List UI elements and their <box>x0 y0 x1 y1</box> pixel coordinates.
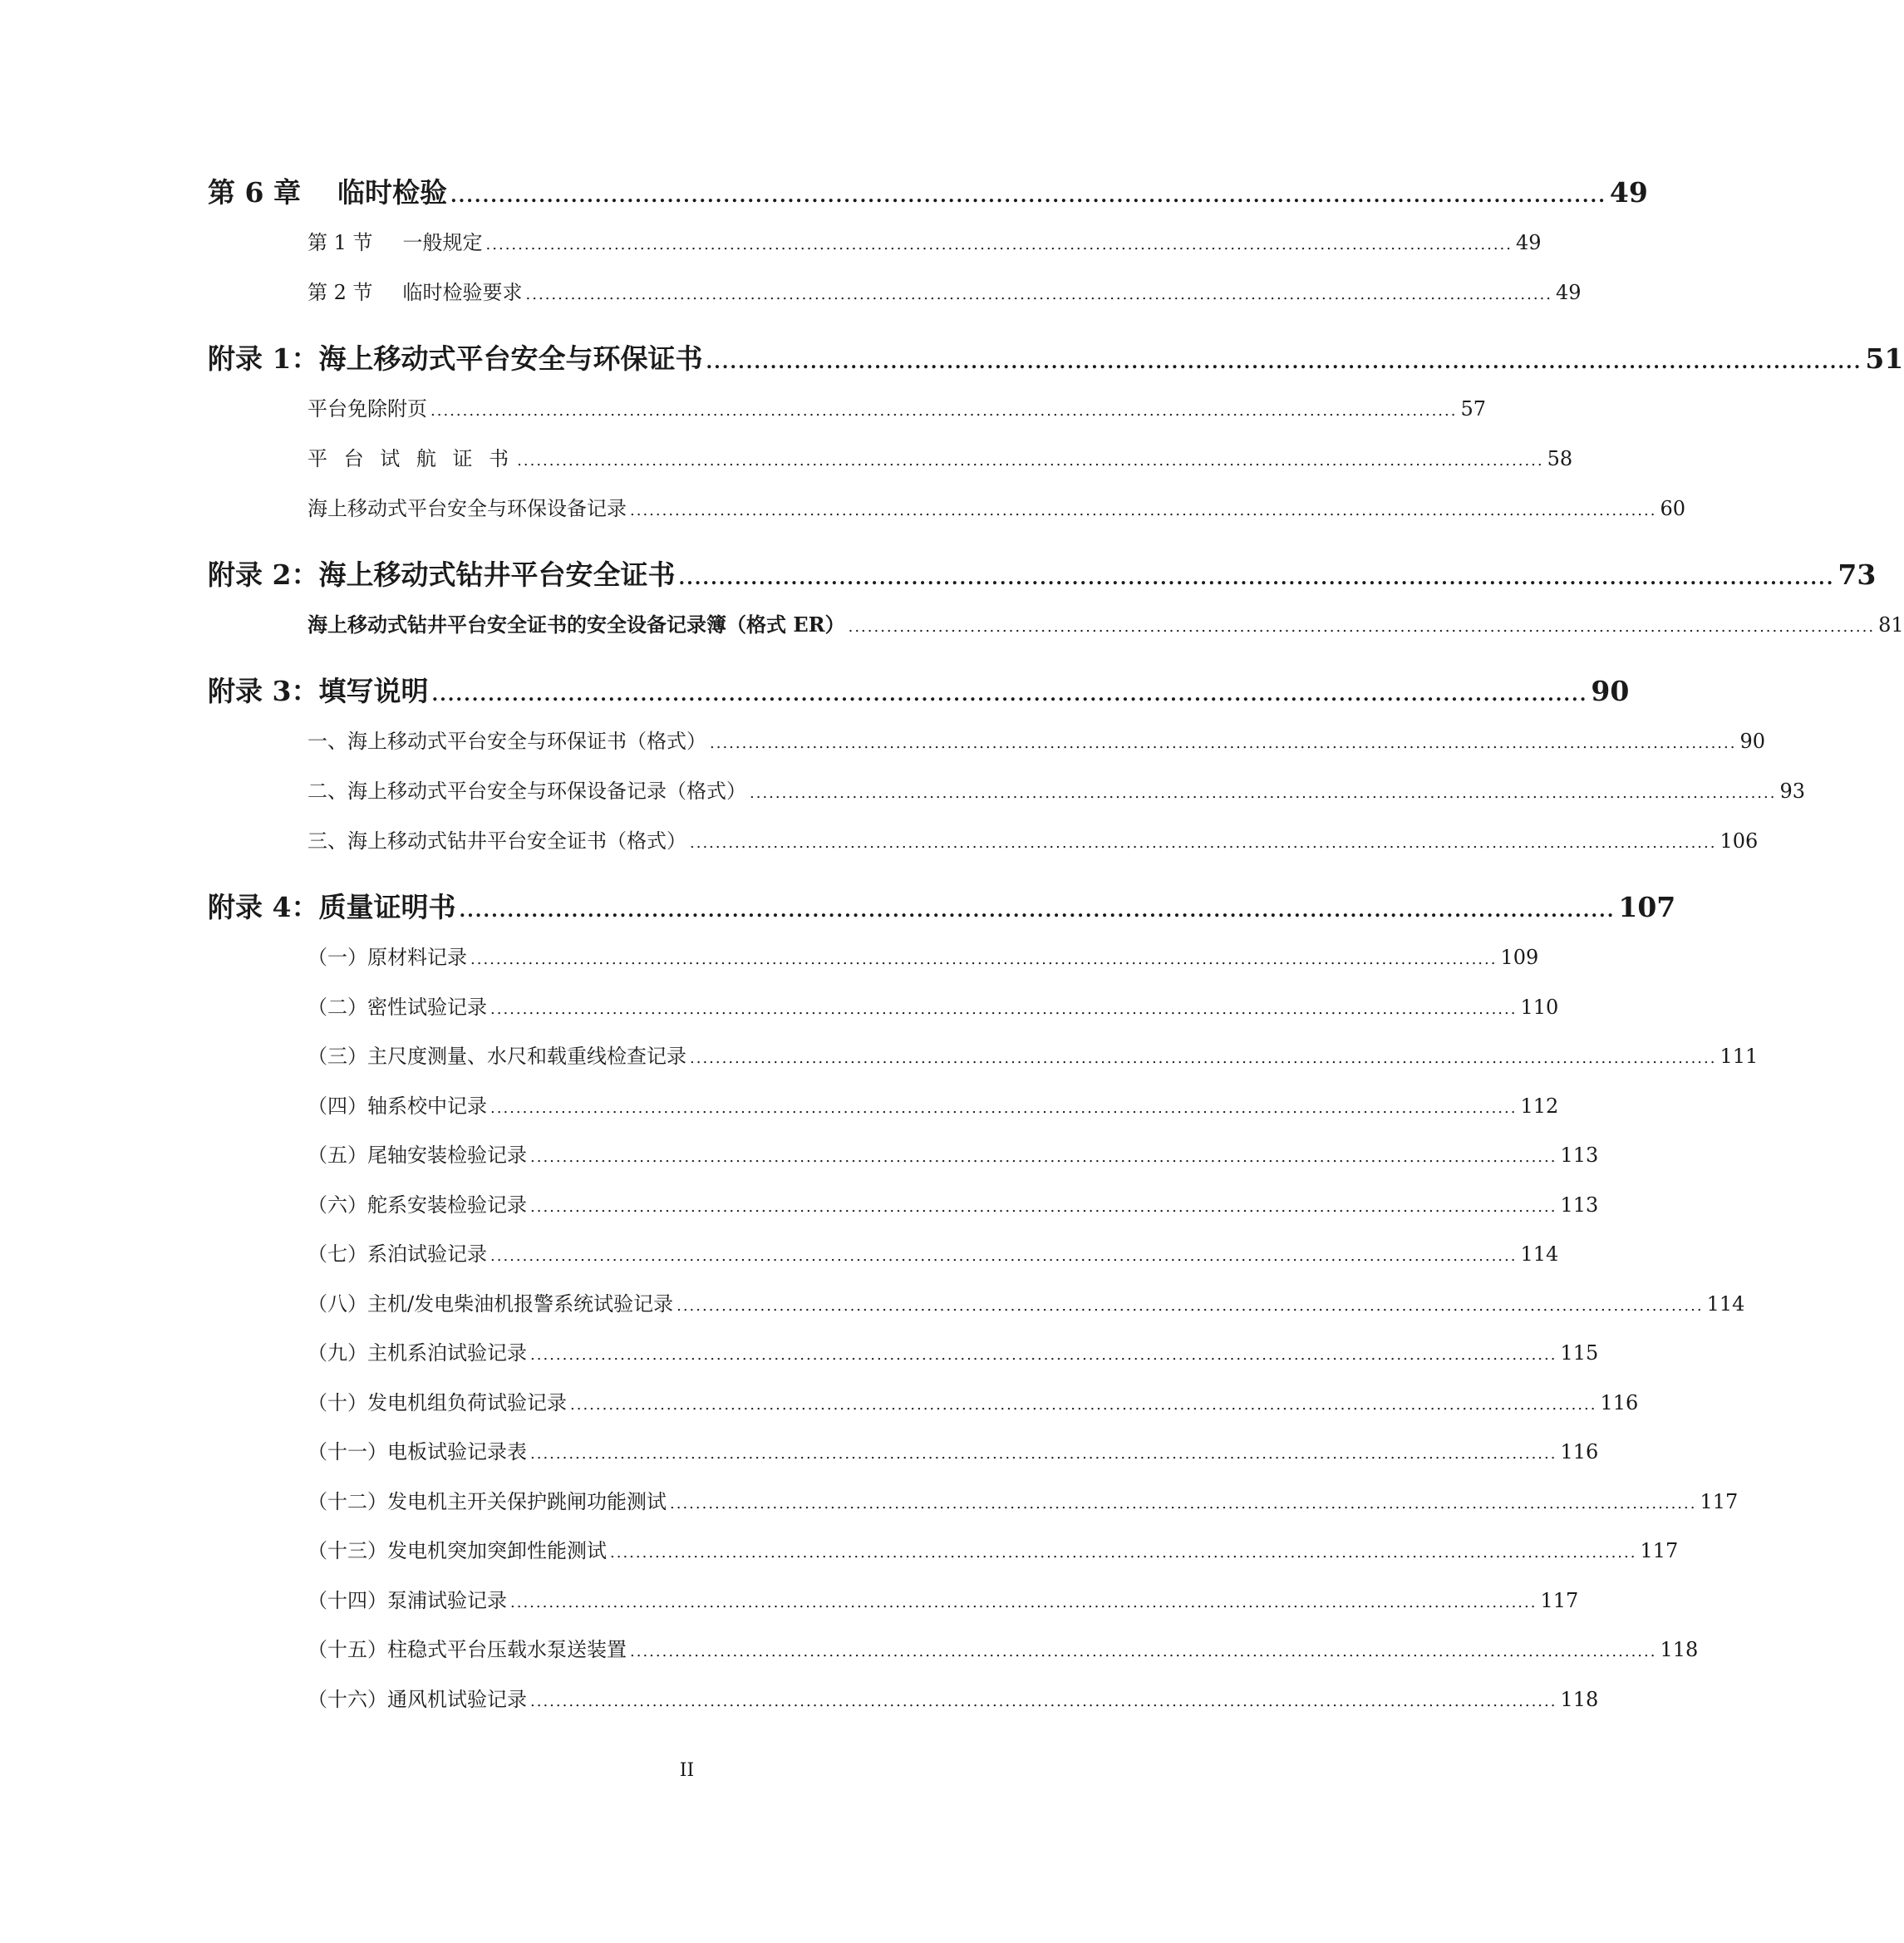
toc-entry-title: （七）系泊试验记录 <box>307 1242 487 1266</box>
toc-entry[interactable] <box>307 1485 1739 1514</box>
toc-entry[interactable] <box>307 824 1759 853</box>
dot-leader: ................................................................................................................................................ <box>706 352 1862 373</box>
toc-entry-page: 110 <box>1520 996 1559 1019</box>
toc-entry-page: 117 <box>1700 1490 1739 1513</box>
toc-entry-page: 113 <box>1560 1193 1599 1217</box>
toc-entry-title: 海上移动式钻井平台安全证书的安全设备记录簿（格式 ER） <box>307 612 845 637</box>
toc-entry-page: 60 <box>1660 497 1686 520</box>
toc-entry-title: （三）主尺度测量、水尺和载重线检查记录 <box>307 1045 686 1068</box>
toc-entry-title: 附录 2：海上移动式钻井平台安全证书 <box>208 558 676 591</box>
dot-leader: ................................................................................................................................................................ <box>530 1149 1557 1166</box>
dot-leader: ................................................................................................................................................................ <box>570 1396 1597 1414</box>
dot-leader: ................................................................................................................................................................ <box>490 1001 1518 1018</box>
toc-entry-title: （六）舵系安装检验记录 <box>307 1193 527 1217</box>
dot-leader: ................................................................................................................................................................ <box>530 1445 1557 1463</box>
toc-entry-page: 112 <box>1520 1094 1559 1118</box>
toc-entry-page: 106 <box>1720 829 1759 853</box>
toc-entry-title: 第 1 节 一般规定 <box>307 231 483 254</box>
toc-entry[interactable] <box>307 941 1539 970</box>
toc-entry[interactable] <box>307 1336 1599 1365</box>
toc-entry-title: （五）尾轴安装检验记录 <box>307 1144 527 1167</box>
toc-entry-title: 三、海上移动式钻井平台安全证书（格式） <box>307 829 686 853</box>
toc-entry-title: （二）密性试验记录 <box>307 996 487 1019</box>
toc-entry-title: 第 2 节 临时检验要求 <box>307 281 523 304</box>
toc-entry-title: （十一）电板试验记录表 <box>307 1440 527 1463</box>
dot-leader: ................................................................................................................................................................ <box>430 402 1458 420</box>
dot-leader: ................................................................................................................................................................ <box>690 1050 1717 1067</box>
dot-leader: ................................................................................................................................................................ <box>530 1346 1557 1364</box>
toc-entry-page: 51 <box>1865 342 1904 375</box>
dot-leader: ................................................................................................................................................................ <box>630 1643 1657 1660</box>
toc-entry-page: 49 <box>1556 281 1582 304</box>
toc-entry-title: 平台免除附页 <box>307 397 427 421</box>
toc-entry-page: 49 <box>1516 231 1542 254</box>
dot-leader: ................................................................................................................................................................ <box>525 286 1552 303</box>
toc-entry-page: 49 <box>1609 176 1648 209</box>
toc-entry-page: 58 <box>1547 447 1573 470</box>
toc-entry[interactable] <box>307 492 1686 521</box>
toc-entry-title: 二、海上移动式平台安全与环保设备记录（格式） <box>307 780 746 803</box>
dot-leader: ................................................................................................................................................................ <box>848 618 1876 636</box>
toc-entry-title: （十三）发电机突加突卸性能测试 <box>307 1539 607 1562</box>
toc-entry-page: 114 <box>1706 1292 1745 1316</box>
dot-leader: ................................................................................................................................................................ <box>530 1198 1557 1216</box>
toc-entry-page: 115 <box>1560 1341 1599 1365</box>
toc-entry[interactable] <box>307 1139 1599 1168</box>
dot-leader: ................................................................................................................................................................ <box>676 1297 1704 1315</box>
dot-leader: ................................................................................................................................................................ <box>750 785 1777 802</box>
dot-leader: ................................................................................................................................................................ <box>485 236 1513 253</box>
toc-entry-title: （四）轴系校中记录 <box>307 1094 487 1118</box>
dot-leader: ................................................................................................................................................................ <box>490 1247 1518 1265</box>
toc-entry[interactable] <box>307 1237 1559 1267</box>
toc-entry-section-1[interactable] <box>307 226 1542 255</box>
toc-entry-page: 117 <box>1640 1539 1679 1562</box>
toc-entry-title: （一）原材料记录 <box>307 946 467 969</box>
toc-entry[interactable] <box>307 991 1559 1020</box>
toc-entry-page: 90 <box>1739 730 1766 753</box>
toc-entry[interactable] <box>307 608 1904 637</box>
toc-entry[interactable] <box>307 1386 1639 1415</box>
toc-entry-page: 57 <box>1460 397 1487 421</box>
toc-entry[interactable] <box>307 392 1487 421</box>
toc-entry-page: 113 <box>1560 1144 1599 1167</box>
toc-entry-page: 116 <box>1560 1440 1599 1463</box>
dot-leader: ................................................................................................................................................ <box>678 568 1835 589</box>
toc-entry-title: （十二）发电机主开关保护跳闸功能测试 <box>307 1490 667 1513</box>
toc-entry-page: 118 <box>1560 1688 1599 1711</box>
toc-entry[interactable] <box>307 1633 1699 1662</box>
toc-entry-appendix-1[interactable] <box>208 337 1904 376</box>
toc-entry-chapter-6[interactable] <box>208 171 1648 210</box>
toc-entry-page: 109 <box>1500 946 1539 969</box>
dot-leader: ................................................................................................................................................................ <box>517 452 1544 470</box>
toc-entry-page: 90 <box>1591 675 1630 707</box>
dot-leader: ................................................................................................................................................................ <box>530 1693 1557 1710</box>
dot-leader: ................................................................................................................................................ <box>431 684 1588 706</box>
toc-entry-appendix-2[interactable] <box>208 553 1877 593</box>
toc-entry-page: 73 <box>1838 558 1877 591</box>
toc-entry-title: 第 6 章 临时检验 <box>208 176 447 209</box>
toc-entry-title: 海上移动式平台安全与环保设备记录 <box>307 497 627 520</box>
toc-entry[interactable] <box>307 1188 1599 1217</box>
toc-entry[interactable] <box>307 1435 1599 1464</box>
toc-entry-title: 平 台 试 航 证 书 <box>307 447 514 470</box>
toc-entry-title: （九）主机系泊试验记录 <box>307 1341 527 1365</box>
toc-entry-title: 一、海上移动式平台安全与环保证书（格式） <box>307 730 706 753</box>
dot-leader: ................................................................................................................................................................ <box>690 834 1717 852</box>
toc-entry[interactable] <box>307 1584 1579 1613</box>
toc-entry-page: 114 <box>1520 1242 1559 1266</box>
dot-leader: ................................................................................................................................................ <box>459 900 1616 922</box>
toc-entry-page: 93 <box>1779 780 1806 803</box>
page-number: II <box>679 1760 695 1781</box>
toc-entry-page: 116 <box>1600 1391 1639 1414</box>
toc-entry-page: 111 <box>1720 1045 1759 1068</box>
toc-entry-appendix-3[interactable] <box>208 670 1630 709</box>
toc-entry-title: 附录 3：填写说明 <box>208 675 429 707</box>
toc-entry[interactable] <box>307 1040 1759 1069</box>
toc-entry-section-2[interactable] <box>307 276 1582 305</box>
dot-leader: ................................................................................................................................................................ <box>630 502 1657 519</box>
toc-entry[interactable] <box>307 442 1573 471</box>
toc-entry-title: （八）主机/发电柴油机报警系统试验记录 <box>307 1292 674 1316</box>
dot-leader: ................................................................................................................................................................ <box>610 1544 1637 1562</box>
toc-entry-title: （十四）泵浦试验记录 <box>307 1589 507 1612</box>
toc-entry[interactable] <box>307 775 1806 804</box>
toc-entry-title: （十六）通风机试验记录 <box>307 1688 527 1711</box>
toc-entry-page: 81 <box>1878 613 1904 637</box>
toc-entry-page: 107 <box>1618 891 1676 923</box>
toc-entry-title: （十五）柱稳式平台压载水泵送装置 <box>307 1638 627 1661</box>
toc-entry-page: 118 <box>1660 1638 1699 1661</box>
toc-entry[interactable] <box>307 1683 1599 1712</box>
toc-entry[interactable] <box>307 725 1766 754</box>
toc-entry-appendix-4[interactable] <box>208 886 1676 925</box>
dot-leader: ................................................................................................................................................................ <box>670 1495 1697 1513</box>
dot-leader: ................................................................................................................................................................ <box>710 735 1737 752</box>
toc-entry[interactable] <box>307 1090 1559 1119</box>
toc-entry[interactable] <box>307 1287 1745 1316</box>
dot-leader: ................................................................................................................................................................ <box>470 951 1498 968</box>
dot-leader: ................................................................................................................................................................ <box>490 1099 1518 1117</box>
toc-entry-page: 117 <box>1540 1589 1579 1612</box>
dot-leader: ................................................................................................................................................ <box>450 185 1606 207</box>
dot-leader: ................................................................................................................................................................ <box>510 1594 1537 1611</box>
toc-entry[interactable] <box>307 1534 1679 1563</box>
toc-entry-title: 附录 4：质量证明书 <box>208 891 456 923</box>
toc-entry-title: （十）发电机组负荷试验记录 <box>307 1391 567 1414</box>
toc-entry-title: 附录 1：海上移动式平台安全与环保证书 <box>208 342 703 375</box>
